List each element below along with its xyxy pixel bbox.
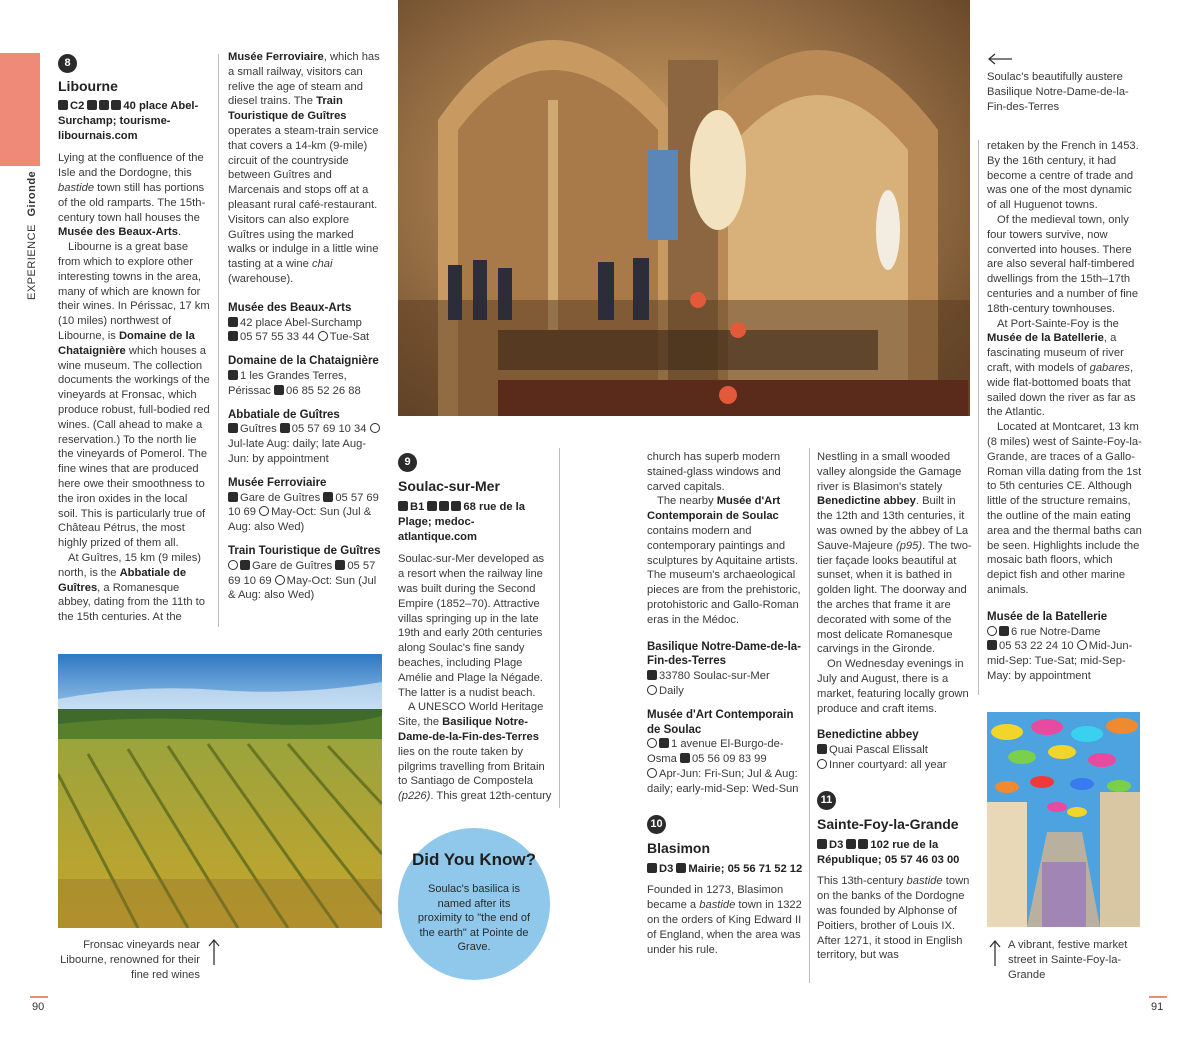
listing-detail: Gare de Guîtres 05 57 69 10 69 May-Oct: Sun (Jul & Aug: also Wed) (228, 491, 379, 534)
column-sainte-foy-cont (987, 139, 1142, 684)
body-paragraph: Located at Montcaret, 13 km (8 miles) west of Sainte-Foy-la-Grande, are traces of a Gallo-Roman villa dating from the 1st to 5th centuries CE. Although little of the structure remains, the outline of the main eating area and the thermal baths can be seen. Highlights include the mosaic bath floors, which depict fish and other marine animals. (987, 421, 1142, 596)
web-icon (228, 560, 238, 570)
info-icon (858, 839, 868, 849)
basilica-interior-photo (398, 0, 970, 416)
entry-title: Sainte-Foy-la-Grande (817, 815, 959, 832)
fronsac-vineyard-photo (58, 654, 382, 928)
basilica-illustration (398, 0, 970, 416)
listing-detail: Guîtres 05 57 69 10 34 Jul-late Aug: daily; late Aug-Jun: by appointment (228, 422, 383, 466)
column-soulac-cont (647, 450, 803, 957)
arrow-up-icon (207, 938, 221, 966)
train-icon (87, 100, 97, 110)
body-paragraph: Musée Ferroviaire, which has a small railway, visitors can relive the age of steam and diesel trains. The Train Touristique de Guîtres operates a steam-train service that covers a 14-km (9-mile) circuit of the countryside between Guîtres and Marcenais and stops off at a pleasant rural café-restaurant. Visitors can also explore Guîtres using the marked walks or indulge in a little wine tasting at a wine chai (warehouse). (228, 51, 380, 285)
listing-detail: 1 avenue El-Burgo-de-Osma 05 56 09 83 99 (647, 738, 784, 766)
listing-detail: 6 rue Notre-Dame (987, 625, 1142, 640)
train-icon (427, 501, 437, 511)
entry-title: Libourne (58, 78, 118, 94)
did-you-know-text: Soulac's basilica is named after its proximity to "the end of the earth" at Pointe de Grave. (417, 883, 531, 954)
listing-detail: 05 57 55 33 44 Tue-Sat (228, 330, 383, 345)
entry-info: C2 40 place Abel-Surchamp; tourisme-libournais.com (58, 100, 199, 142)
body-paragraph: This 13th-century bastide town on the banks of the Dordogne was founded by Alphonse of Poitiers, brother of Louis IX. After 1271, it stood in English territory, but was (817, 875, 970, 962)
body-paragraph: Soulac-sur-Mer developed as a resort when the railway line was built during the Second Empire (1852–70). Attractive villas springing up in the late 19th and early 20th centuries along Soulac's fine sandy beaches, including Plage Amélie and Plage la Négade. The latter is a nudist beach. (398, 553, 545, 699)
listing-title: Musée d'Art Contemporain de Soulac (647, 708, 794, 736)
listing-detail: 1 les Grandes Terres, Périssac 06 85 52 26 88 (228, 369, 361, 397)
arrow-left-icon (987, 52, 1013, 66)
column-rule (218, 54, 219, 627)
body-paragraph: At Port-Sainte-Foy is the Musée de la Batellerie, a fascinating museum of river craft, with models of gabares, wide flat-bottomed boats that sailed down the river as far as the Atlantic. (987, 317, 1136, 419)
clock-icon (817, 759, 827, 769)
entry-info: D3 102 rue de la République; 05 57 46 03 00 (817, 838, 960, 866)
phone-icon (335, 560, 345, 570)
listing-detail: 05 53 22 24 10 Mid-Jun-mid-Sep: Tue-Sat; mid-Sep-May: by appointment (987, 640, 1133, 682)
bus-icon (846, 839, 856, 849)
listing-title: Benedictine abbey (817, 729, 919, 742)
map-grid-icon (398, 501, 408, 511)
phone-icon (987, 640, 997, 650)
column-libourne (58, 54, 210, 625)
address-icon (240, 560, 250, 570)
page-number-bar (30, 996, 48, 998)
clock-icon (275, 575, 285, 585)
listing-title: Musée Ferroviaire (228, 476, 327, 489)
web-icon (987, 626, 997, 636)
vineyard-illustration (58, 654, 382, 928)
body-paragraph: At Guîtres, 15 km (9 miles) north, is the Abbatiale de Guîtres, a Romanesque abbey, dating from the 11th to the 15th centuries. At the (58, 551, 205, 624)
phone-icon (228, 331, 238, 341)
info-icon (111, 100, 121, 110)
address-icon (817, 744, 827, 754)
column-rule (809, 448, 810, 983)
page-number-right: 91 (1151, 1001, 1164, 1013)
body-paragraph: Of the medieval town, only four towers survive, now converted into houses. There are also several half-timbered dwellings from the 15th–17th centuries and a number of fine 18th-century townhouses. (987, 213, 1139, 315)
bus-icon (99, 100, 109, 110)
listing-detail: 42 place Abel-Surchamp (228, 316, 383, 331)
body-paragraph: On Wednesday evenings in July and August, there is a market, featuring locally grown produce and craft items. (817, 658, 969, 715)
body-paragraph: retaken by the French in 1453. By the 16th century, it had become a centre of trade and was one of the most dynamic of all Huguenot towns. (987, 140, 1139, 212)
clock-icon (259, 506, 269, 516)
arrow-up-icon (988, 939, 1002, 967)
body-paragraph: Nestling in a small wooded valley alongside the Gamage river is Blasimon's stately Benedictine abbey. Built in the 12th and 13th centuries, it was owned by the abbey of La Sauve-Majeure (p95). The two-tier façade looks beautiful at sunset, when it is bathed in golden light. The doorway and the arches that frame it are decorated with some of the most delicate Romanesque carvings in the Gironde. (817, 451, 972, 656)
phone-icon (680, 753, 690, 763)
column-guitres (228, 50, 383, 603)
map-grid-icon (58, 100, 68, 110)
section-color-tab (0, 53, 40, 166)
address-icon (999, 626, 1009, 636)
listing-detail: Daily (647, 684, 803, 699)
phone-icon (274, 385, 284, 395)
clock-icon (647, 768, 657, 778)
entry-number: 10 (647, 815, 666, 834)
map-grid-icon (817, 839, 827, 849)
listing-detail: 33780 Soulac-sur-Mer (647, 669, 803, 684)
address-icon (659, 738, 669, 748)
entry-number: 8 (58, 54, 77, 73)
address-icon (228, 370, 238, 380)
entry-title: Blasimon (647, 839, 711, 856)
address-icon (647, 670, 657, 680)
column-rule (559, 448, 560, 808)
web-icon (647, 738, 657, 748)
body-paragraph: Founded in 1273, Blasimon became a bastide town in 1322 on the orders of King Edward II of England, when the area was under his rule. (647, 884, 802, 956)
entry-info: D3 Mairie; 05 56 71 52 12 (647, 862, 803, 877)
address-icon (228, 423, 238, 433)
map-grid-icon (647, 863, 657, 873)
entry-number: 9 (398, 453, 417, 472)
listing-title: Abbatiale de Guîtres (228, 408, 340, 421)
body-paragraph: church has superb modern stained-glass windows and carved capitals. (647, 451, 781, 493)
page-number-left: 90 (32, 1001, 45, 1013)
listing-title: Musée de la Batellerie (987, 610, 1108, 623)
clock-icon (318, 331, 328, 341)
listing-detail: Apr-Jun: Fri-Sun; Jul & Aug: daily; early-mid-Sep: Wed-Sun (647, 767, 799, 795)
photo-caption-fronsac: Fronsac vineyards near Libourne, renowned for their fine red wines (60, 939, 200, 981)
info-icon (451, 501, 461, 511)
umbrella-street-photo (987, 712, 1140, 927)
clock-icon (1077, 640, 1087, 650)
listing-title: Domaine de la Chataignière (228, 355, 379, 368)
entry-title: Soulac-sur-Mer (398, 478, 500, 494)
bus-icon (439, 501, 449, 511)
entry-info: B1 68 rue de la Plage; medoc-atlantique.com (398, 501, 525, 543)
clock-icon (370, 423, 380, 433)
entry-number: 11 (817, 791, 836, 810)
running-head-experience: EXPERIENCE (26, 224, 38, 300)
listing-title: Musée des Beaux-Arts (228, 301, 352, 314)
column-blasimon-cont (817, 450, 972, 963)
info-icon (676, 863, 686, 873)
body-paragraph: A UNESCO World Heritage Site, the Basilique Notre-Dame-de-la-Fin-des-Terres lies on the route taken by pilgrims travelling from Britain to Santiago de Compostela (p226). This great 12th-century (398, 701, 552, 803)
umbrella-street-illustration (987, 712, 1140, 927)
listing-title: Train Touristique de Guîtres (228, 544, 381, 557)
listing-detail: Gare de Guîtres 05 57 69 10 69 May-Oct: Sun (Jul & Aug: also Wed) (228, 559, 377, 602)
listing-detail: Quai Pascal Elissalt (817, 743, 972, 758)
clock-icon (647, 685, 657, 695)
column-soulac (398, 453, 553, 804)
phone-icon (280, 423, 290, 433)
page-number-bar (1149, 996, 1167, 998)
listing-title: Basilique Notre-Dame-de-la-Fin-des-Terres (647, 640, 802, 668)
body-paragraph: The nearby Musée d'Art Contemporain de Soulac contains modern and contemporary paintings and sculptures by Aquitaine artists. The museum's archaeological pieces are from the prehistoric, protohistoric and Gallo-Roman eras in the Médoc. (647, 495, 801, 626)
did-you-know-badge (398, 828, 550, 980)
address-icon (228, 317, 238, 327)
column-rule (978, 140, 979, 695)
running-head-region: Gironde (26, 170, 38, 217)
address-icon (228, 492, 238, 502)
photo-caption-sainte-foy: A vibrant, festive market street in Sainte-Foy-la-Grande (1008, 939, 1128, 981)
listing-detail: Inner courtyard: all year (817, 758, 972, 773)
running-head (26, 171, 38, 300)
photo-caption-soulac: Soulac's beautifully austere Basilique Notre-Dame-de-la-Fin-des-Terres (987, 71, 1129, 113)
phone-icon (323, 492, 333, 502)
body-paragraph: Lying at the confluence of the Isle and the Dordogne, this bastide town still has portions of the old ramparts. The 15th-century town hall houses the Musée des Beaux-Arts. (58, 152, 206, 239)
did-you-know-title: Did You Know? (411, 850, 537, 869)
body-paragraph: Libourne is a great base from which to explore other interesting towns in the area, many of which are known for their wines. In Périssac, 17 km (10 miles) northwest of Libourne, is Domaine de la Chataignière which houses a wine museum. The collection documents the workings of the vineyards at Fronsac, which produce robust, full-bodied red wines. (Call ahead to make a reservation.) To the north lie the vineyards of Pomerol. The fine wines that are produced here owe their smoothness to the iron oxides in the local soil. This is particularly true of Château Pétrus, the most highly prized of them all. (58, 241, 210, 550)
